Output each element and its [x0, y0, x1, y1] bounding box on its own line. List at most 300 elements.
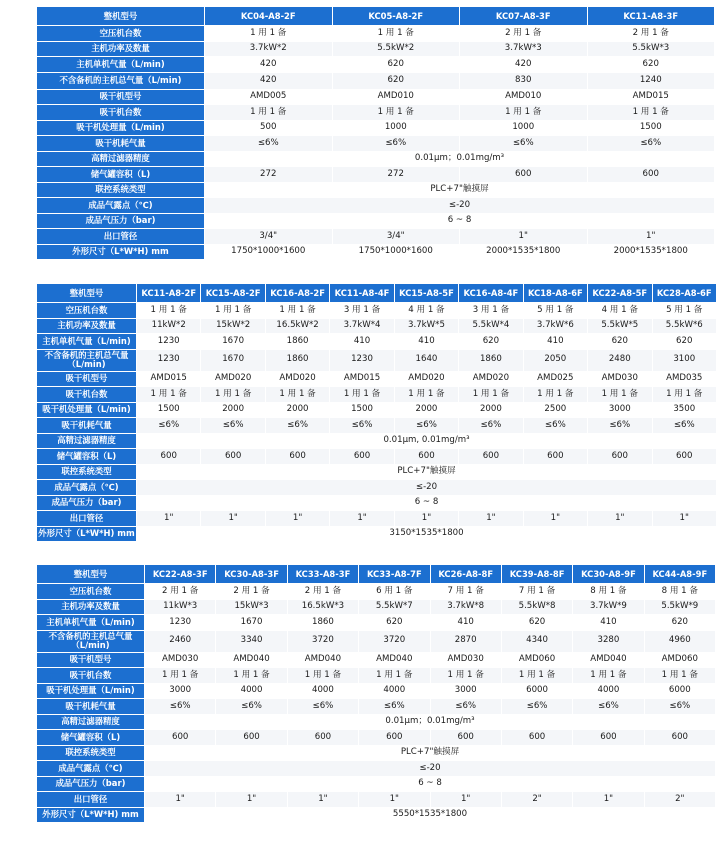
model-header: KC11-A8-3F [587, 7, 715, 26]
model-header: KC16-A8-4F [459, 284, 523, 303]
table-row [37, 449, 717, 465]
table-cell: 620 [332, 57, 460, 73]
table-cell: AMD060 [501, 652, 572, 668]
table-cell: 600 [588, 449, 652, 465]
table-cell: 11kW*2 [137, 318, 201, 334]
spec-table-1-body [37, 26, 715, 260]
table-cell: 1" [330, 511, 394, 527]
row-label: 储气罐容积（L) [37, 449, 137, 465]
table-cell: 3 用 1 备 [459, 303, 523, 319]
table-cell: 1860 [287, 615, 358, 631]
table-cell: 3.7kW*2 [205, 41, 333, 57]
table-cell: 272 [205, 167, 333, 183]
table-cell: AMD040 [287, 652, 358, 668]
table-cell: 1 用 1 备 [205, 26, 333, 42]
table-cell: 1 用 1 备 [330, 387, 394, 403]
table-cell: 6000 [501, 683, 572, 699]
table-cell: 7 用 1 备 [501, 584, 572, 600]
table-cell: 620 [332, 72, 460, 89]
table-cell: 1 用 1 备 [287, 668, 358, 684]
table-cell: ≤6% [205, 136, 333, 152]
merged-cell: ≤-20 [205, 198, 715, 214]
spec-table-3 [36, 564, 716, 823]
table-cell: AMD060 [644, 652, 715, 668]
table-cell: 410 [394, 334, 458, 350]
table-cell: 3000 [588, 402, 652, 418]
table-cell: 2" [644, 792, 715, 808]
row-label: 成品气压力（bar) [37, 213, 205, 229]
table-cell: 15kW*3 [216, 599, 287, 615]
table-cell: 2870 [430, 630, 501, 652]
table-cell: ≤6% [201, 418, 265, 434]
merged-cell: PLC+7"触摸屏 [205, 182, 715, 198]
table-cell: 600 [644, 730, 715, 746]
table-cell: 5.5kW*3 [587, 41, 715, 57]
table-cell: 2000*1535*1800 [587, 244, 715, 260]
row-label: 吸干机台数 [37, 668, 145, 684]
table-row [37, 371, 717, 387]
table-cell: 4000 [287, 683, 358, 699]
table-cell: 3.7kW*8 [430, 599, 501, 615]
table-row [37, 776, 716, 792]
row-label: 外形尺寸（L*W*H) mm [37, 244, 205, 260]
table-cell: AMD025 [523, 371, 587, 387]
table-cell: AMD015 [137, 371, 201, 387]
model-header: KC39-A8-8F [501, 565, 572, 584]
table-cell: 1860 [265, 334, 329, 350]
model-header: KC15-A8-5F [394, 284, 458, 303]
table-row [37, 511, 717, 527]
table-row [37, 683, 716, 699]
table-cell: 3.7kW*5 [394, 318, 458, 334]
row-label: 高精过滤器精度 [37, 433, 137, 449]
row-label: 主机功率及数量 [37, 599, 145, 615]
table-cell: 1 用 1 备 [201, 387, 265, 403]
model-header: KC28-A8-6F [652, 284, 717, 303]
table-cell: ≤6% [587, 136, 715, 152]
table-cell: 2 用 1 备 [287, 584, 358, 600]
table-cell: 1670 [201, 349, 265, 371]
table-cell: AMD040 [359, 652, 430, 668]
row-label: 吸干机处理量（L/min) [37, 402, 137, 418]
model-header: KC30-A8-9F [573, 565, 644, 584]
table-row [37, 244, 715, 260]
table-cell: 7 用 1 备 [430, 584, 501, 600]
table-row [37, 418, 717, 434]
table-cell: 1 用 1 备 [205, 105, 333, 121]
row-label: 成品气露点（℃) [37, 761, 145, 777]
table-cell: 600 [287, 730, 358, 746]
table-row [37, 26, 715, 42]
table-cell: AMD015 [330, 371, 394, 387]
row-label: 吸干机处理量（L/min) [37, 683, 145, 699]
row-label: 空压机台数 [37, 584, 145, 600]
model-header: KC16-A8-2F [265, 284, 329, 303]
table-cell: 600 [265, 449, 329, 465]
table-cell: 3 用 1 备 [330, 303, 394, 319]
row-label: 主机单机气量（L/min) [37, 615, 145, 631]
table-row [37, 464, 717, 480]
model-header: KC04-A8-2F [205, 7, 333, 26]
table-cell: AMD040 [573, 652, 644, 668]
table-cell: 3100 [652, 349, 717, 371]
table-cell: 1" [201, 511, 265, 527]
row-label: 吸干机耗气量 [37, 136, 205, 152]
table-cell: 600 [573, 730, 644, 746]
table-cell: 2 用 1 备 [216, 584, 287, 600]
table-row [37, 433, 717, 449]
table-cell: 1" [459, 511, 523, 527]
row-label: 主机功率及数量 [37, 318, 137, 334]
row-label: 吸干机型号 [37, 652, 145, 668]
spec-table-2 [36, 283, 717, 542]
table-cell: ≤6% [501, 699, 572, 715]
table-cell: 272 [332, 167, 460, 183]
table-cell: ≤6% [652, 418, 717, 434]
table-cell: 1 用 1 备 [394, 387, 458, 403]
table-cell: 16.5kW*3 [287, 599, 358, 615]
table-row [37, 89, 715, 105]
model-header: KC30-A8-3F [216, 565, 287, 584]
merged-cell: 6 ~ 8 [137, 495, 717, 511]
table-cell: 2000 [394, 402, 458, 418]
table-row [37, 387, 717, 403]
row-label: 空压机台数 [37, 303, 137, 319]
table-row [37, 652, 716, 668]
table-cell: 2480 [588, 349, 652, 371]
table-cell: 2000 [201, 402, 265, 418]
row-label: 吸干机耗气量 [37, 699, 145, 715]
spec-table-2-body [37, 303, 717, 542]
table-cell: 1" [287, 792, 358, 808]
merged-cell: ≤-20 [145, 761, 716, 777]
table-row [37, 167, 715, 183]
table-row [37, 136, 715, 152]
table-cell: AMD020 [265, 371, 329, 387]
table-cell: 4000 [216, 683, 287, 699]
merged-cell: PLC+7"触摸屏 [137, 464, 717, 480]
table-cell: 4960 [644, 630, 715, 652]
spec-table-1 [36, 6, 715, 260]
table-cell: ≤6% [523, 418, 587, 434]
table-row [37, 714, 716, 730]
table-cell: 1" [145, 792, 216, 808]
table-cell: 620 [588, 334, 652, 350]
table-cell: AMD040 [216, 652, 287, 668]
table-cell: 410 [573, 615, 644, 631]
table-cell: 3000 [430, 683, 501, 699]
model-header: KC44-A8-9F [644, 565, 715, 584]
table-cell: 620 [359, 615, 430, 631]
table-row [37, 745, 716, 761]
table-cell: AMD030 [588, 371, 652, 387]
table-cell: 3000 [145, 683, 216, 699]
table-row [37, 151, 715, 167]
table-cell: AMD030 [145, 652, 216, 668]
table-row [37, 480, 717, 496]
table-row [37, 630, 716, 652]
table-cell: 1 用 1 备 [523, 387, 587, 403]
table-cell: 1 用 1 备 [145, 668, 216, 684]
row-label: 成品气露点（℃) [37, 480, 137, 496]
table-cell: 1 用 1 备 [460, 105, 588, 121]
table-cell: 3.7kW*4 [330, 318, 394, 334]
table-cell: 600 [201, 449, 265, 465]
table-cell: 2000*1535*1800 [460, 244, 588, 260]
row-label: 成品气压力（bar) [37, 776, 145, 792]
table-cell: 1 用 1 备 [265, 387, 329, 403]
table-cell: ≤6% [145, 699, 216, 715]
table-cell: 1 用 1 备 [573, 668, 644, 684]
table-cell: 2000 [459, 402, 523, 418]
table-cell: 600 [330, 449, 394, 465]
table-cell: 1670 [216, 615, 287, 631]
table-row [37, 495, 717, 511]
table-cell: 1000 [460, 120, 588, 136]
table-cell: 600 [652, 449, 717, 465]
table-row [37, 41, 715, 57]
model-header: KC11-A8-4F [330, 284, 394, 303]
table-cell: 830 [460, 72, 588, 89]
table-cell: 1500 [330, 402, 394, 418]
table-row [37, 526, 717, 542]
table-row [37, 303, 717, 319]
table-cell: 1" [460, 229, 588, 245]
table-cell: 1 用 1 备 [216, 668, 287, 684]
table-cell: ≤6% [644, 699, 715, 715]
table-row [37, 182, 715, 198]
table-row [37, 349, 717, 371]
table-cell: 1" [265, 511, 329, 527]
table-cell: 600 [459, 449, 523, 465]
table-cell: 420 [205, 72, 333, 89]
row-label: 不含备机的主机总气量（L/min) [37, 349, 137, 371]
table-cell: 1 用 1 备 [652, 387, 717, 403]
table-cell: 3.7kW*9 [573, 599, 644, 615]
table-cell: 3720 [359, 630, 430, 652]
model-header: KC33-A8-7F [359, 565, 430, 584]
row-label: 主机单机气量（L/min) [37, 334, 137, 350]
table-row [37, 72, 715, 89]
table-cell: 5.5kW*2 [332, 41, 460, 57]
table-cell: 1 用 1 备 [588, 387, 652, 403]
row-label: 吸干机处理量（L/min) [37, 120, 205, 136]
spec-table-3-body [37, 584, 716, 823]
table-cell: 1 用 1 备 [644, 668, 715, 684]
table-cell: 3.7kW*3 [460, 41, 588, 57]
table-cell: 1" [394, 511, 458, 527]
table-cell: 600 [359, 730, 430, 746]
table-cell: 600 [460, 167, 588, 183]
row-label: 联控系统类型 [37, 745, 145, 761]
table-cell: 600 [430, 730, 501, 746]
table-cell: AMD010 [332, 89, 460, 105]
table-cell: 1750*1000*1600 [205, 244, 333, 260]
table-cell: 5.5kW*8 [501, 599, 572, 615]
table-cell: 1 用 1 备 [501, 668, 572, 684]
table-cell: 2 用 1 备 [145, 584, 216, 600]
model-header: KC26-A8-8F [430, 565, 501, 584]
table-cell: 1" [573, 792, 644, 808]
table-cell: 1 用 1 备 [137, 387, 201, 403]
row-label: 主机功率及数量 [37, 41, 205, 57]
table-cell: 2 用 1 备 [460, 26, 588, 42]
table-cell: 620 [652, 334, 717, 350]
table-cell: 1230 [137, 334, 201, 350]
table-cell: AMD015 [587, 89, 715, 105]
table-cell: 620 [587, 57, 715, 73]
table-cell: 8 用 1 备 [573, 584, 644, 600]
table-cell: AMD005 [205, 89, 333, 105]
table-cell: AMD035 [652, 371, 717, 387]
table-cell: 600 [587, 167, 715, 183]
model-header: KC18-A8-6F [523, 284, 587, 303]
table-row [37, 615, 716, 631]
table-cell: 1 用 1 备 [201, 303, 265, 319]
row-label: 出口管径 [37, 792, 145, 808]
header-label: 整机型号 [37, 7, 205, 26]
model-header: KC11-A8-2F [137, 284, 201, 303]
row-label: 高精过滤器精度 [37, 714, 145, 730]
row-label: 联控系统类型 [37, 464, 137, 480]
table-cell: 1500 [137, 402, 201, 418]
table-cell: 620 [501, 615, 572, 631]
table-cell: 1670 [201, 334, 265, 350]
table-row [37, 57, 715, 73]
table-row [37, 213, 715, 229]
table-cell: 5.5kW*6 [652, 318, 717, 334]
table-cell: 2050 [523, 349, 587, 371]
table-cell: 600 [137, 449, 201, 465]
table-cell: 1500 [587, 120, 715, 136]
table-cell: 1" [652, 511, 717, 527]
merged-cell: 5550*1535*1800 [145, 807, 716, 823]
table-cell: 5.5kW*9 [644, 599, 715, 615]
table-cell: 6 用 1 备 [359, 584, 430, 600]
merged-cell: 0.01μm；0.01mg/m³ [145, 714, 716, 730]
table-cell: 1 用 1 备 [332, 26, 460, 42]
merged-cell: 3150*1535*1800 [137, 526, 717, 542]
table-cell: 620 [459, 334, 523, 350]
table-row [37, 668, 716, 684]
table-cell: 410 [330, 334, 394, 350]
table-row [37, 807, 716, 823]
table-cell: 1 用 1 备 [137, 303, 201, 319]
table-cell: 5 用 1 备 [523, 303, 587, 319]
row-label: 外形尺寸（L*W*H) mm [37, 807, 145, 823]
table-cell: 1" [430, 792, 501, 808]
table-cell: 600 [501, 730, 572, 746]
table-cell: 600 [216, 730, 287, 746]
merged-cell: 6 ~ 8 [205, 213, 715, 229]
table-cell: ≤6% [573, 699, 644, 715]
table-cell: 410 [523, 334, 587, 350]
table-cell: 1000 [332, 120, 460, 136]
table-cell: 410 [430, 615, 501, 631]
row-label: 外形尺寸（L*W*H) mm [37, 526, 137, 542]
table-cell: ≤6% [216, 699, 287, 715]
table-cell: 1 用 1 备 [265, 303, 329, 319]
table-cell: ≤6% [330, 418, 394, 434]
table-cell: 1640 [394, 349, 458, 371]
table-row [37, 229, 715, 245]
table-cell: 1230 [330, 349, 394, 371]
table-cell: 15kW*2 [201, 318, 265, 334]
table-cell: 1 用 1 备 [587, 105, 715, 121]
model-header: KC33-A8-3F [287, 565, 358, 584]
table-cell: ≤6% [287, 699, 358, 715]
table-cell: 4000 [573, 683, 644, 699]
table-cell: 1" [216, 792, 287, 808]
table-row [37, 334, 717, 350]
table-cell: ≤6% [359, 699, 430, 715]
table-cell: 3/4" [332, 229, 460, 245]
table-cell: AMD010 [460, 89, 588, 105]
table-cell: 420 [460, 57, 588, 73]
merged-cell: PLC+7"触摸屏 [145, 745, 716, 761]
table-cell: AMD020 [201, 371, 265, 387]
table-cell: 2500 [523, 402, 587, 418]
table-cell: 8 用 1 备 [644, 584, 715, 600]
table-cell: ≤6% [137, 418, 201, 434]
table-cell: 1" [588, 511, 652, 527]
table-row [37, 120, 715, 136]
row-label: 出口管径 [37, 511, 137, 527]
table-cell: 1" [587, 229, 715, 245]
merged-cell: 0.01μm；0.01mg/m³ [205, 151, 715, 167]
table-cell: 5.5kW*4 [459, 318, 523, 334]
table-cell: 1230 [137, 349, 201, 371]
table-cell: ≤6% [332, 136, 460, 152]
table-row [37, 198, 715, 214]
table-cell: 2460 [145, 630, 216, 652]
table-cell: ≤6% [430, 699, 501, 715]
table-cell: ≤6% [460, 136, 588, 152]
row-label: 不含备机的主机总气量（L/min) [37, 630, 145, 652]
table-row [37, 584, 716, 600]
table-cell: 1860 [459, 349, 523, 371]
table-cell: 6000 [644, 683, 715, 699]
table-row [37, 792, 716, 808]
table-cell: ≤6% [394, 418, 458, 434]
header-label: 整机型号 [37, 284, 137, 303]
table-cell: 4000 [359, 683, 430, 699]
row-label: 吸干机台数 [37, 387, 137, 403]
model-header: KC15-A8-2F [201, 284, 265, 303]
table-cell: 4340 [501, 630, 572, 652]
table-cell: 1 用 1 备 [430, 668, 501, 684]
row-label: 吸干机耗气量 [37, 418, 137, 434]
table-cell: ≤6% [265, 418, 329, 434]
model-header: KC05-A8-2F [332, 7, 460, 26]
table-cell: ≤6% [588, 418, 652, 434]
row-label: 吸干机型号 [37, 89, 205, 105]
table-cell: 1 用 1 备 [459, 387, 523, 403]
table-cell: 620 [644, 615, 715, 631]
table-cell: ≤6% [459, 418, 523, 434]
header-label: 整机型号 [37, 565, 145, 584]
model-header: KC07-A8-3F [460, 7, 588, 26]
table-cell: 600 [145, 730, 216, 746]
row-label: 吸干机台数 [37, 105, 205, 121]
row-label: 储气罐容积（L) [37, 730, 145, 746]
model-header: KC22-A8-5F [588, 284, 652, 303]
row-label: 主机单机气量（L/min) [37, 57, 205, 73]
table-cell: 2000 [265, 402, 329, 418]
table-cell: 1" [137, 511, 201, 527]
row-label: 储气罐容积（L) [37, 167, 205, 183]
table-cell: AMD020 [394, 371, 458, 387]
